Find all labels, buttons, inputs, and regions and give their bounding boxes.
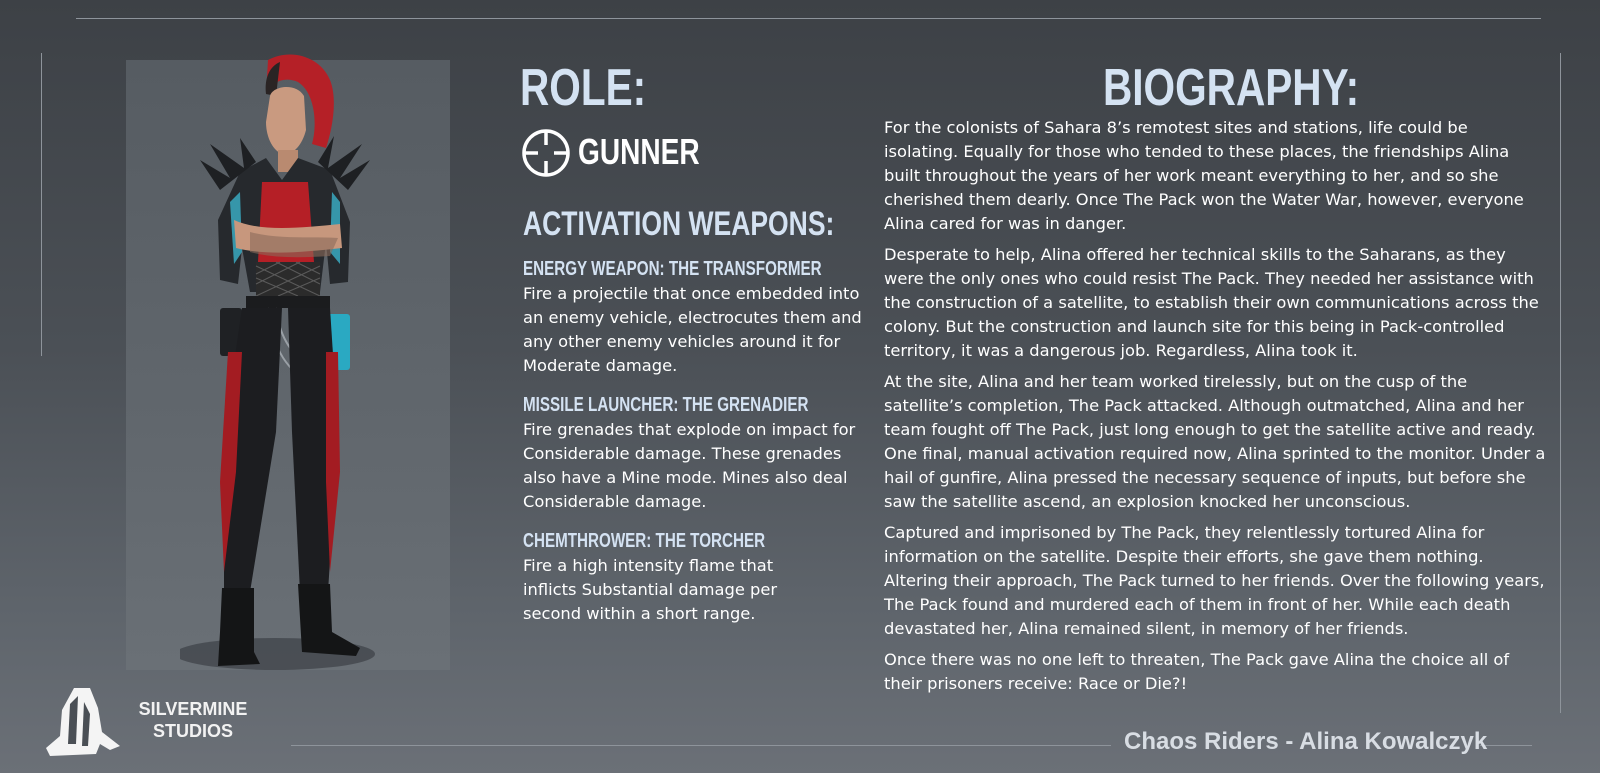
- biography-paragraph: Captured and imprisoned by The Pack, they relentlessly tortured Alina for information on the satellite. Despite their efforts, she gave them nothing. Altering their approach, The Pack turned to her friends. Over the following years, The Pack found and murdered each of them in front of her. While each death devastated her, Alina remained silent, in memory of her friends.: [884, 523, 1545, 638]
- weapon-description: Fire grenades that explode on impact for Considerable damage. These grenades also have a Mine mode. Mines also deal Considerable damage.: [523, 420, 856, 511]
- role-value: GUNNER: [578, 131, 700, 172]
- weapon-name: CHEMTHROWER: THE TORCHER: [523, 530, 766, 552]
- right-divider: [1560, 53, 1561, 713]
- silvermine-mountain-icon: [46, 688, 120, 756]
- biography-paragraph: At the site, Alina and her team worked tirelessly, but on the cusp of the satellite’s completion, The Pack attacked. Although outmatched, Alina and her team fought off The Pack, just long enough to get the satellite active and ready. One final, manual activation required now, Alina sprinted to the monitor. Under a hail of gunfire, Alina pressed the necessary sequence of inputs, but before she saw the satellite ascend, an explosion knocked her unconscious.: [884, 372, 1546, 511]
- footer-title: Chaos Riders - Alina Kowalczyk: [1124, 728, 1488, 755]
- bottom-divider: [291, 745, 1111, 746]
- weapon-name: ENERGY WEAPON: THE TRANSFORMER: [523, 258, 822, 280]
- studio-name-line1: SILVERMINE: [138, 699, 248, 719]
- weapon-name: MISSILE LAUNCHER: THE GRENADIER: [523, 394, 809, 416]
- character-portrait: [180, 52, 395, 692]
- activation-weapons-heading: ACTIVATION WEAPONS:: [523, 205, 835, 243]
- biography-paragraph: Once there was no one left to threaten, The Pack gave Alina the choice all of their prisoners receive: Race or Die?!: [884, 650, 1510, 693]
- weapon-description: Fire a high intensity flame that inflicts Substantial damage per second within a short range.: [523, 556, 778, 623]
- biography-text: [884, 116, 1546, 703]
- biography-paragraph: Desperate to help, Alina offered her technical skills to the Saharans, as they were the only ones who could resist The Pack. They needed her assistance with the construction of a satellite, to establish their own communications across the colony. But the construction and launch site for this being in Pack-controlled territory, it was a dangerous job. Regardless, Alina took it.: [884, 245, 1539, 360]
- studio-name-line2: STUDIOS: [152, 721, 233, 741]
- biography-heading: BIOGRAPHY:: [1103, 59, 1360, 117]
- left-divider: [41, 53, 42, 356]
- weapon-item: [523, 530, 813, 626]
- role-heading: ROLE:: [520, 59, 647, 117]
- crosshair-icon: [520, 127, 572, 179]
- biography-paragraph: For the colonists of Sahara 8’s remotest sites and stations, life could be isolating. Equally for those who tended to these places, the friendships Alina built throughout the years of her work meant everything to her, and so she cherished them dearly. Once The Pack won the Water War, however, everyone Alina cared for was in danger.: [884, 118, 1524, 233]
- weapon-description: Fire a projectile that once embedded into an enemy vehicle, electrocutes them and any other enemy vehicles around it for Moderate damage.: [523, 284, 862, 375]
- weapon-item: [523, 394, 863, 514]
- studio-name: [128, 698, 258, 742]
- weapon-item: [523, 258, 863, 378]
- bottom-divider-right: [1480, 745, 1532, 746]
- top-divider: [76, 18, 1541, 19]
